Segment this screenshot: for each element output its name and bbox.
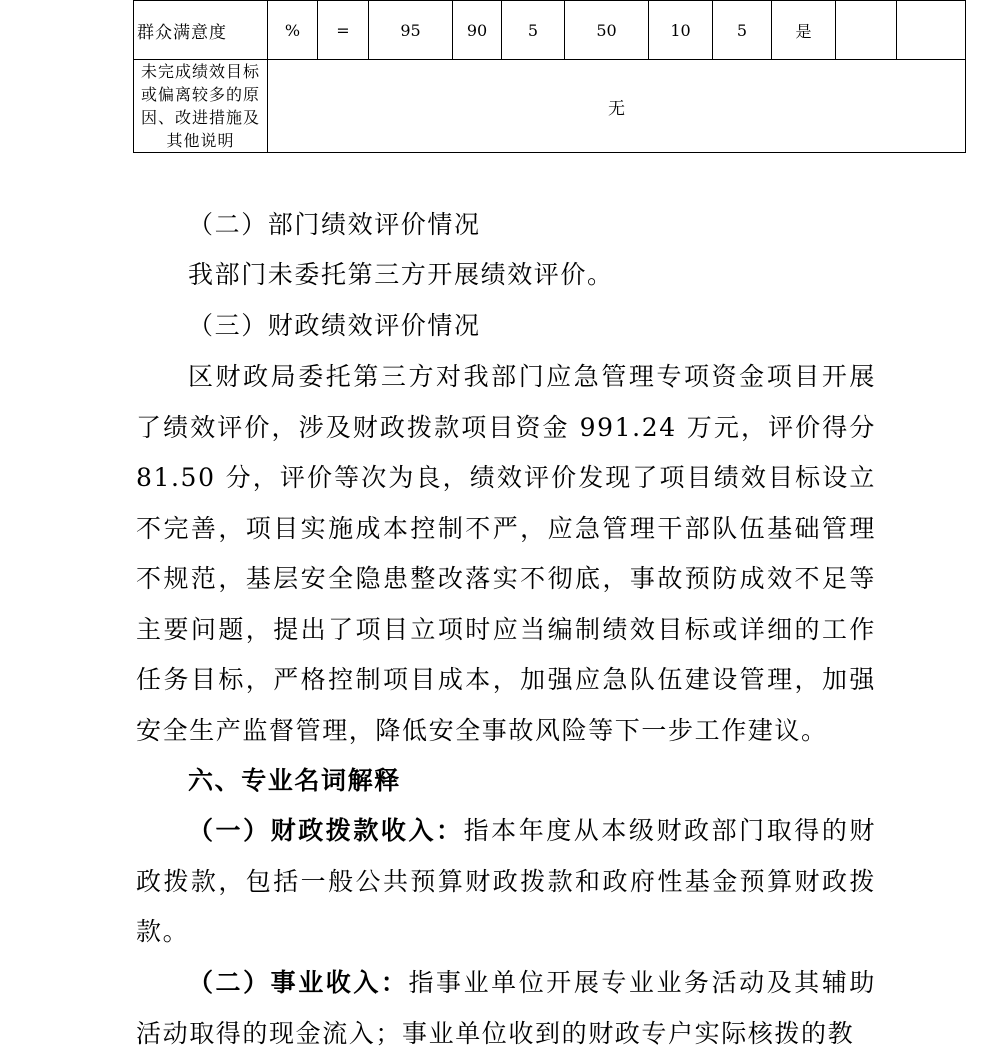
glossary-heading: 六、专业名词解释 [188, 766, 401, 795]
dept-eval-text: 我部门未委托第三方开展绩效评价。 [188, 260, 614, 289]
extra-cell-1 [836, 1, 897, 60]
fiscal-eval-paragraph: 区财政局委托第三方对我部门应急管理专项资金项目开展了绩效评价，涉及财政拨款项目资金 991.24 万元，评价得分 81.50 分，评价等次为良，绩效评价发现了项目绩效目标设立不完善，项目实施成本控制不严，应急管理干部队伍基础管理不规范，基层安全隐患整改落实不彻底，事故预防成效不足等主要问题，提出了项目立项时应当编制绩效目标或详细的工作任务目标，严格控制项目成本，加强应急队伍建设管理，加强安全生产监督管理，降低安全事故风险等下一步工作建议。 [136, 362, 876, 745]
fiscal-eval-heading: （三）财政绩效评价情况 [188, 311, 481, 340]
score-b-cell: 10 [649, 1, 713, 60]
dept-eval-heading: （二）部门绩效评价情况 [188, 210, 481, 239]
performance-table [133, 0, 966, 153]
target-cell: 95 [369, 1, 453, 60]
glossary-item-1 [136, 806, 876, 958]
score-c-cell: 5 [713, 1, 772, 60]
achieved-cell: 是 [772, 1, 836, 60]
actual-cell: 90 [453, 1, 502, 60]
score-a-cell: 50 [565, 1, 649, 60]
notes-label-cell: 未完成绩效目标或偏离较多的原因、改进措施及其他说明 [134, 60, 268, 153]
indicator-name-cell: 群众满意度 [134, 1, 268, 60]
notes-value-cell: 无 [268, 60, 966, 153]
glossary-item-2 [136, 958, 876, 1059]
glossary-item-1-text: 指本年度从本级财政部门取得的财政拨款，包括一般公共预算财政拨款和政府性基金预算财政拨款。 [136, 816, 876, 946]
glossary-item-2-label: （二）事业收入： [188, 968, 409, 997]
unit-cell: % [268, 1, 318, 60]
weight-cell: 5 [502, 1, 565, 60]
operator-cell: = [318, 1, 369, 60]
glossary-item-2-text: 指事业单位开展专业业务活动及其辅助活动取得的现金流入；事业单位收到的财政专户实际核拨的教 [136, 968, 876, 1048]
table-row-notes [134, 60, 966, 153]
table-row-satisfaction [134, 1, 966, 60]
extra-cell-2 [897, 1, 966, 60]
glossary-item-1-label: （一）财政拨款收入： [188, 816, 464, 845]
